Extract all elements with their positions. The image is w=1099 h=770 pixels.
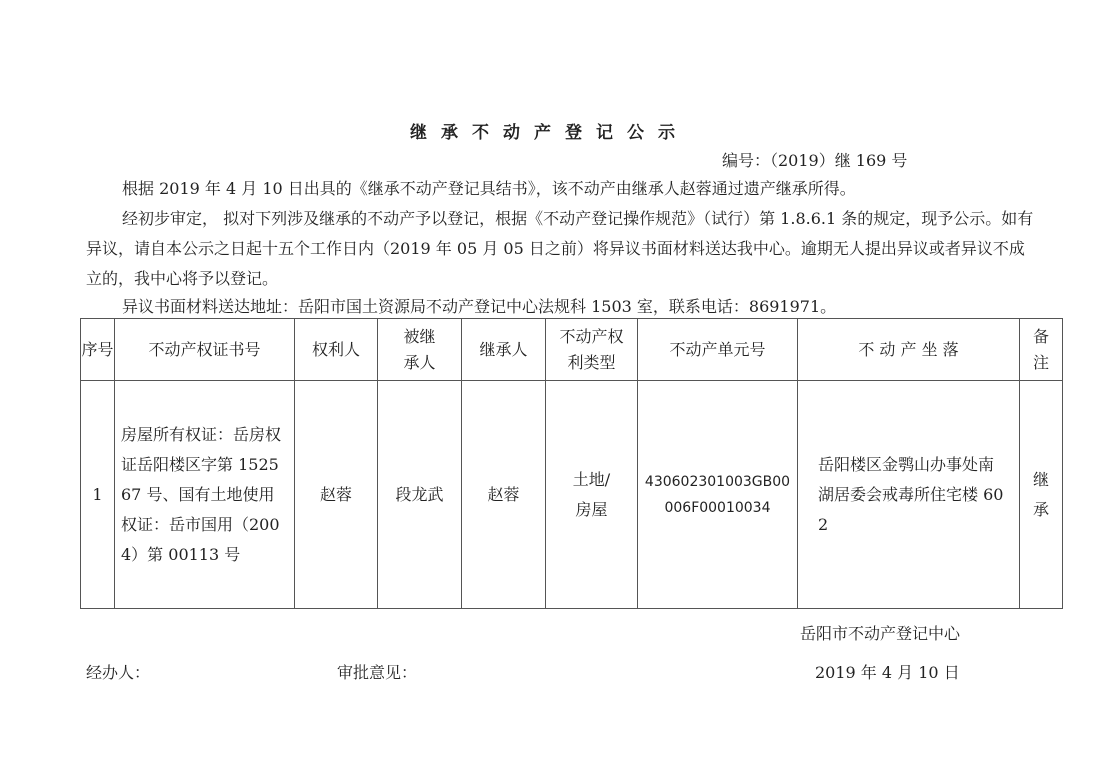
paragraph-review: 经初步审定， 拟对下列涉及继承的不动产予以登记，根据《不动产登记操作规范》（试行）第 1.8.6.1 条的规定，现予公示。如有异议，请自本公示之日起十五个工作日内（2019 年 05 月 05 日之前）将异议书面材料送达我中心。逾期无人提出异议或者异议不成立的，我中心将予以登记。 bbox=[86, 209, 1034, 288]
header-heir: 继承人 bbox=[462, 319, 546, 381]
header-remark: 备注 bbox=[1020, 319, 1063, 381]
cell-location: 岳阳楼区金鹗山办事处南湖居委会戒毒所住宅楼 602 bbox=[798, 381, 1020, 609]
table-row bbox=[81, 381, 1063, 609]
registration-table bbox=[80, 318, 1063, 609]
cell-right-holder: 赵蓉 bbox=[295, 381, 378, 609]
header-location: 不 动 产 坐 落 bbox=[798, 319, 1020, 381]
cell-heir: 赵蓉 bbox=[462, 381, 546, 609]
cell-unit-no: 430602301003GB00006F00010034 bbox=[638, 381, 798, 609]
table-header-row bbox=[81, 319, 1063, 381]
approval-label: 审批意见： bbox=[337, 663, 418, 682]
document-number: 编号：（2019）继 169 号 bbox=[722, 151, 908, 170]
cell-seq: 1 bbox=[81, 381, 115, 609]
cell-cert-no: 房屋所有权证：岳房权证岳阳楼区字第 152567 号、国有土地使用权证：岳市国用（2004）第 00113 号 bbox=[115, 381, 295, 609]
header-decedent: 被继承人 bbox=[378, 319, 462, 381]
cell-decedent: 段龙武 bbox=[378, 381, 462, 609]
document-title: 继承不动产登记公示 bbox=[410, 123, 689, 143]
header-right-holder: 权利人 bbox=[295, 319, 378, 381]
cell-right-type: 土地/房屋 bbox=[546, 381, 638, 609]
header-unit-no: 不动产单元号 bbox=[638, 319, 798, 381]
header-seq: 序号 bbox=[81, 319, 115, 381]
cell-remark: 继承 bbox=[1020, 381, 1063, 609]
paragraph-basis: 根据 2019 年 4 月 10 日出具的《继承不动产登记具结书》，该不动产由继承人赵蓉通过遗产继承所得。 bbox=[122, 179, 856, 198]
paragraph-address: 异议书面材料送达地址：岳阳市国土资源局不动产登记中心法规科 1503 室，联系电话：8691971。 bbox=[122, 297, 837, 316]
header-cert-no: 不动产权证书号 bbox=[115, 319, 295, 381]
issue-date: 2019 年 4 月 10 日 bbox=[815, 663, 960, 682]
header-right-type: 不动产权利类型 bbox=[546, 319, 638, 381]
issuing-center: 岳阳市不动产登记中心 bbox=[800, 624, 961, 643]
handler-label: 经办人： bbox=[86, 663, 151, 682]
